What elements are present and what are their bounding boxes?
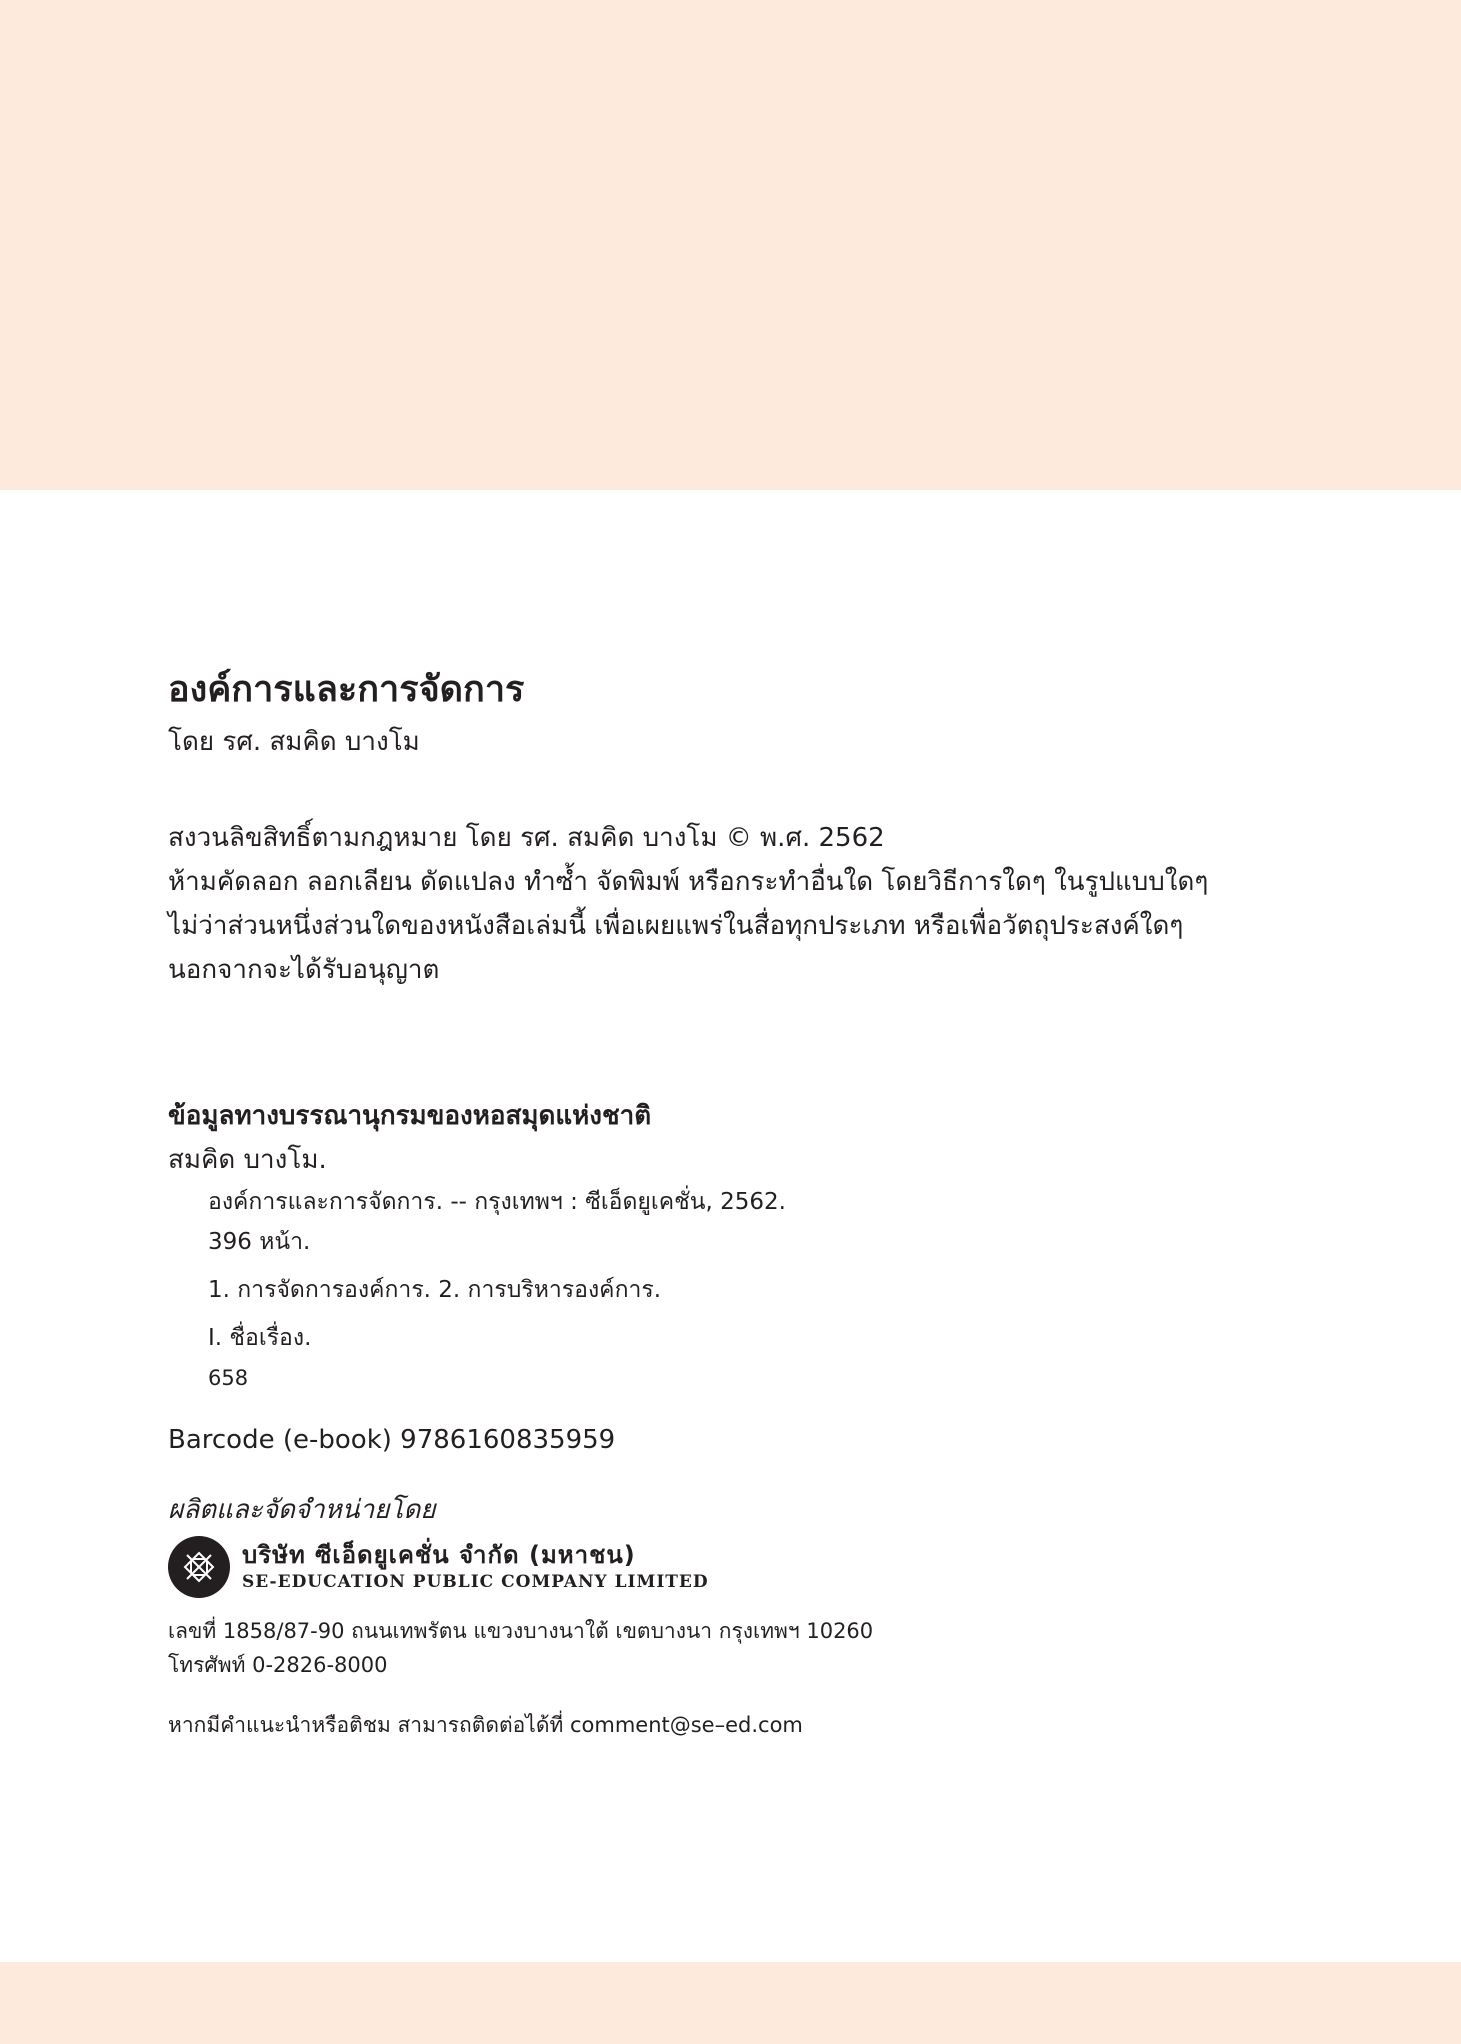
feedback-contact: หากมีคำแนะนำหรือติชม สามารถติดต่อได้ที่ comment@se–ed.com: [168, 1713, 803, 1737]
copyright-line: ห้ามคัดลอก ลอกเลียน ดัดแปลง ทำซ้ำ จัดพิมพ์ หรือกระทำอื่นใด โดยวิธีการใดๆ ในรูปแบบใดๆ: [168, 867, 1209, 897]
cip-subjects: 1. การจัดการองค์การ. 2. การบริหารองค์การ.: [208, 1277, 662, 1303]
publisher-name-english: SE-EDUCATION PUBLIC COMPANY LIMITED: [242, 1571, 709, 1592]
copyright-line: สงวนลิขสิทธิ์ตามกฎหมาย โดย รศ. สมคิด บางโม © พ.ศ. 2562: [168, 823, 885, 853]
cip-title-statement: องค์การและการจัดการ. -- กรุงเทพฯ : ซีเอ็ดยูเคชั่น, 2562.: [208, 1189, 786, 1215]
top-color-band: [0, 0, 1461, 490]
publisher-address: เลขที่ 1858/87-90 ถนนเทพรัตน แขวงบางนาใต้ เขตบางนา กรุงเทพฯ 10260: [168, 1619, 874, 1643]
cip-pages: 396 หน้า.: [208, 1229, 311, 1255]
cip-added-entry: I. ชื่อเรื่อง.: [208, 1325, 312, 1351]
cataloging-in-publication: [168, 1094, 1298, 1398]
publisher-name-thai: บริษัท ซีเอ็ดยูเคชั่น จำกัด (มหาชน): [242, 1541, 636, 1570]
publisher-contact: [168, 1614, 1298, 1682]
cip-title: ข้อมูลทางบรรณานุกรมของหอสมุดแห่งชาติ: [168, 1101, 652, 1131]
publisher-names: [242, 1542, 709, 1591]
publisher-block: [168, 1536, 1298, 1598]
cip-classification: 658: [208, 1366, 249, 1390]
book-title: องค์การและการจัดการ: [168, 669, 525, 710]
cip-author: สมคิด บางโม.: [168, 1145, 327, 1175]
copyright-line: นอกจากจะได้รับอนุญาต: [168, 955, 440, 985]
copyright-notice: [168, 816, 1298, 992]
bottom-color-band: [0, 1962, 1461, 2044]
publisher-phone: โทรศัพท์ 0-2826-8000: [168, 1653, 388, 1677]
author-line: โดย รศ. สมคิด บางโม: [168, 727, 420, 757]
copyright-line: ไม่ว่าส่วนหนึ่งส่วนใดของหนังสือเล่มนี้ เพื่อเผยแพร่ในสื่อทุกประเภท หรือเพื่อวัตถุประสงค์ใดๆ: [168, 911, 1184, 941]
imprint-page-content: [168, 660, 1298, 1742]
barcode-line: Barcode (e-book) 9786160835959: [168, 1425, 616, 1455]
se-ed-logo-icon: [168, 1536, 230, 1598]
publisher-label: ผลิตและจัดจำหน่ายโดย: [168, 1495, 436, 1525]
